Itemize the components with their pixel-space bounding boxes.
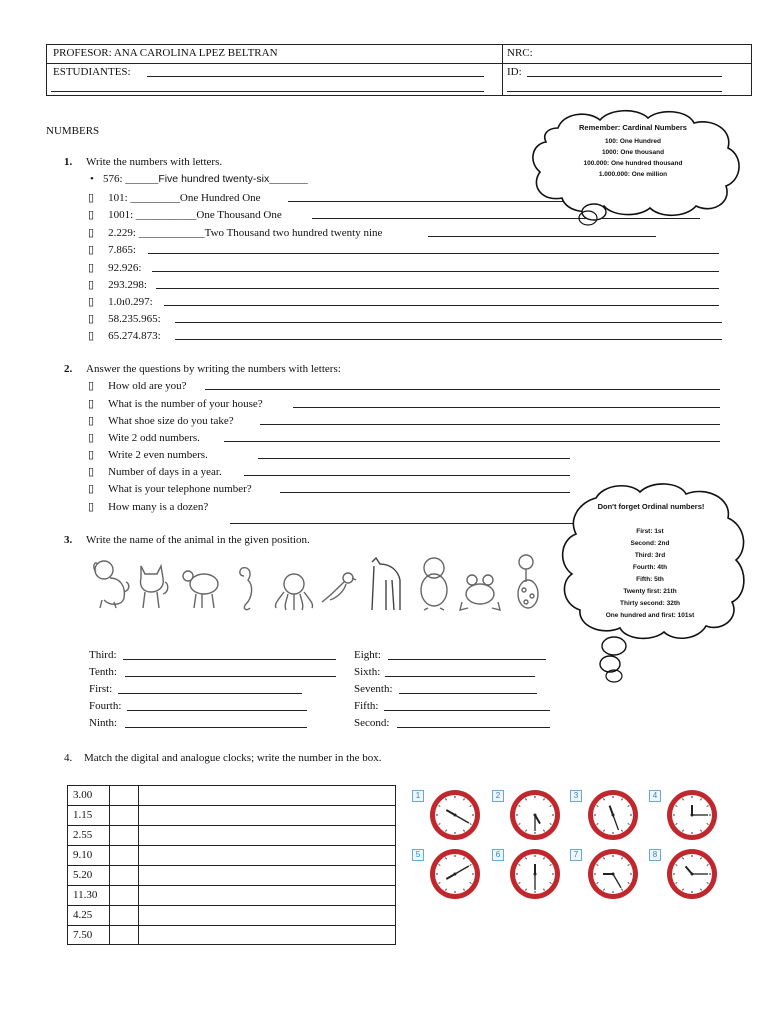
q1-item-7: ▯ 293.298: [88, 279, 147, 291]
q2-item-7: ▯ What is your telephone number? [88, 483, 252, 495]
clock-4-icon [665, 788, 719, 842]
q1-number: 1. [64, 156, 73, 168]
time-cell: 3.00 [73, 789, 93, 801]
octopus-icon [272, 570, 316, 612]
section-title: NUMBERS [46, 125, 100, 137]
q3-prompt: Write the name of the animal in the given position. [86, 534, 310, 546]
id-label: ID: [507, 66, 522, 78]
clock-2-icon [508, 788, 562, 842]
q1-item-5: ▯ 7.865: [88, 244, 136, 256]
ordinal-line-5: Fifth: 5th [636, 576, 664, 583]
q3-right-3-line[interactable] [399, 683, 537, 694]
clock-label-4: 4 [649, 790, 661, 802]
q3-left-2: Tenth: [89, 666, 117, 678]
table-row [68, 846, 395, 866]
q3-left-5-line[interactable] [125, 717, 307, 728]
q3-right-1: Eight: [354, 649, 381, 661]
clock-label-6: 6 [492, 849, 504, 861]
clock-match-table [67, 785, 396, 945]
table-row [68, 866, 395, 886]
q1-item-2: ▯ 101: _________One Hundred One [88, 192, 261, 204]
cardinal-line-4: 1.000.000: One million [598, 171, 668, 178]
q2-item-6: ▯ Number of days in a year. [88, 466, 222, 478]
cardinal-title: Remember: Cardinal Numbers [579, 123, 687, 132]
clock-label-5: 5 [412, 849, 424, 861]
q2-item-5-line[interactable] [258, 448, 570, 459]
q1-item-10: ▯ 65.274.873: [88, 330, 161, 342]
q2-item-2: ▯ What is the number of your house? [88, 398, 263, 410]
q3-left-4-line[interactable] [127, 700, 307, 711]
q1-item-6-line[interactable] [152, 261, 719, 272]
q3-right-4-line[interactable] [384, 700, 550, 711]
ordinal-line-8: One hundred and first: 101st [605, 612, 695, 619]
dog-icon [90, 556, 132, 610]
ordinal-line-7: Thirty second: 32th [620, 600, 680, 607]
time-cell: 7.50 [73, 929, 93, 941]
q1-prompt: Write the numbers with letters. [86, 156, 223, 168]
clock-label-7: 7 [570, 849, 582, 861]
estudiantes-label: ESTUDIANTES: [53, 66, 131, 78]
q2-prompt: Answer the questions by writing the numbers with letters: [86, 363, 341, 375]
q1-item-7-line[interactable] [156, 278, 719, 289]
clock-6-icon [508, 847, 562, 901]
q2-item-4: ▯ Wite 2 odd numbers. [88, 432, 200, 444]
cardinal-line-3: 100.000: One hundred thousand [583, 160, 683, 167]
q3-left-1-line[interactable] [123, 649, 336, 660]
id-field-2[interactable] [507, 79, 722, 92]
q3-left-1: Third: [89, 649, 117, 661]
q4-number: 4. [64, 752, 73, 764]
time-cell: 2.55 [73, 829, 93, 841]
wolf-icon [366, 556, 406, 612]
table-row [68, 886, 395, 906]
q1-item-9: ▯ 58.235.965: [88, 313, 161, 325]
cat-icon [135, 562, 171, 610]
header-table [46, 44, 752, 96]
q1-item-4: ▯ 2.229: ____________Two Thousand two hundred twenty nine [88, 227, 383, 239]
q4-prompt: Match the digital and analogue clocks; write the number in the box. [84, 752, 382, 764]
cardinal-line-2: 1000: One thousand [601, 149, 665, 156]
q1-item-3: ▯ 1001: ___________One Thousand One [88, 209, 282, 221]
q2-item-7-line[interactable] [280, 482, 570, 493]
penguin-icon [414, 554, 454, 612]
q2-item-1: ▯ How old are you? [88, 380, 187, 392]
parrot-icon [318, 570, 358, 610]
q1-item-5-line[interactable] [148, 243, 719, 254]
q3-left-3: First: [89, 683, 113, 695]
q3-number: 3. [64, 534, 73, 546]
ordinal-line-1: First: 1st [636, 528, 664, 535]
time-cell: 1.15 [73, 809, 93, 821]
ordinal-line-3: Third: 3rd [634, 552, 666, 559]
q2-item-3-line[interactable] [260, 414, 720, 425]
table-row [68, 806, 395, 826]
q3-right-3: Seventh: [354, 683, 393, 695]
table-row [68, 926, 395, 946]
clock-3-icon [586, 788, 640, 842]
profesor-label: PROFESOR: ANA CAROLINA LPEZ BELTRAN [53, 47, 278, 59]
q3-left-4: Fourth: [89, 700, 122, 712]
ordinal-line-2: Second: 2nd [630, 540, 670, 547]
q3-left-3-line[interactable] [118, 683, 302, 694]
clock-label-2: 2 [492, 790, 504, 802]
q1-item-8: ▯ 1.0ı0.297: [88, 296, 153, 308]
q3-right-4: Fifth: [354, 700, 379, 712]
ordinal-line-4: Fourth: 4th [632, 564, 668, 571]
q3-left-5: Ninth: [89, 717, 118, 729]
q3-left-2-line[interactable] [125, 666, 336, 677]
time-cell: 9.10 [73, 849, 93, 861]
table-row [68, 906, 395, 926]
time-cell: 5.20 [73, 869, 93, 881]
q2-item-1-line[interactable] [205, 379, 720, 390]
q1-item-8-line[interactable] [164, 295, 719, 306]
time-cell: 11.30 [73, 889, 98, 901]
clock-8-icon [665, 847, 719, 901]
q1-bullet: • [90, 173, 94, 185]
q2-item-5: ▯ Write 2 even numbers. [88, 449, 208, 461]
q1-item-1: 576: ______Five hundred twenty-six_______ [103, 173, 308, 185]
frog-icon [458, 572, 502, 612]
q2-item-2-line[interactable] [293, 397, 720, 408]
q2-item-8: ▯ How many is a dozen? [88, 501, 209, 513]
id-field[interactable] [527, 64, 722, 77]
clock-1-icon [428, 788, 482, 842]
q3-right-5-line[interactable] [397, 717, 550, 728]
q3-right-2-line[interactable] [385, 666, 535, 677]
clock-5-icon [428, 847, 482, 901]
q2-number: 2. [64, 363, 73, 375]
estudiantes-field[interactable] [147, 64, 484, 77]
ordinal-line-6: Twenty first: 21th [623, 588, 677, 595]
estudiantes-field-2[interactable] [51, 79, 484, 92]
q3-right-1-line[interactable] [388, 649, 546, 660]
table-row [68, 786, 395, 806]
seahorse-icon [232, 564, 260, 612]
q3-right-2: Sixth: [354, 666, 381, 678]
table-row [68, 826, 395, 846]
sheep-icon [182, 562, 222, 610]
cardinal-line-1: 100: One Hundred [605, 138, 661, 145]
q1-item-6: ▯ 92.926: [88, 262, 142, 274]
q2-item-3: ▯ What shoe size do you take? [88, 415, 234, 427]
time-cell: 4.25 [73, 909, 93, 921]
q1-item-10-line[interactable] [175, 329, 722, 340]
q3-right-5: Second: [354, 717, 390, 729]
nrc-label: NRC: [507, 47, 533, 59]
header-divider [502, 45, 503, 95]
clock-label-8: 8 [649, 849, 661, 861]
q2-item-4-line[interactable] [224, 431, 720, 442]
q1-item-9-line[interactable] [175, 312, 722, 323]
q2-item-6-line[interactable] [244, 465, 570, 476]
clock-7-icon [586, 847, 640, 901]
clock-label-1: 1 [412, 790, 424, 802]
clock-label-3: 3 [570, 790, 582, 802]
giraffe-icon [510, 552, 546, 612]
ordinal-title: Don't forget Ordinal numbers! [597, 502, 705, 511]
